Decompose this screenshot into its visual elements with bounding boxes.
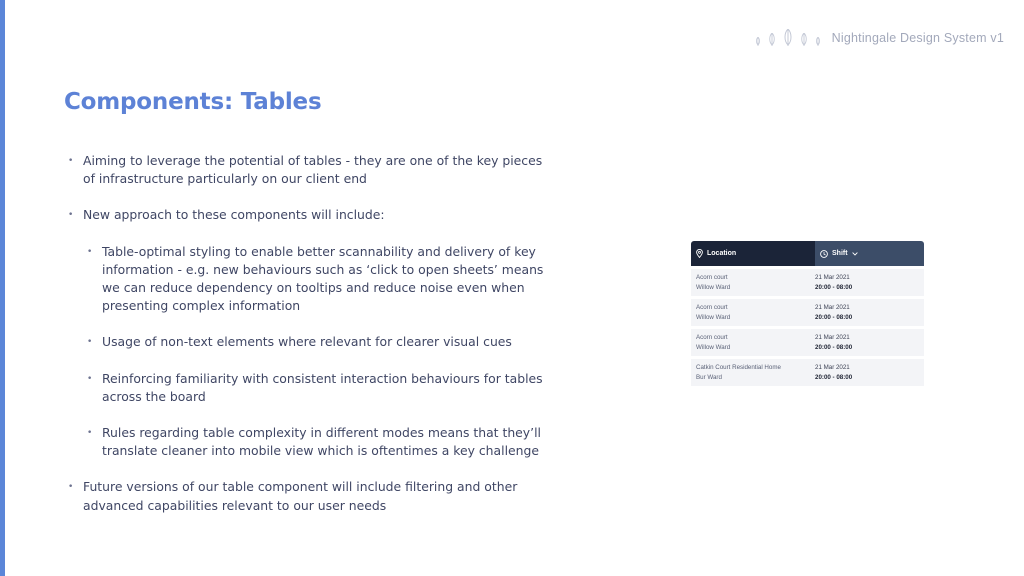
- table-row[interactable]: [691, 299, 924, 326]
- table-row[interactable]: [691, 359, 924, 386]
- bullet-list: [68, 152, 548, 515]
- shift-cell: [810, 269, 924, 296]
- bullet-item: • Aiming to leverage the potential of tables - they are one of the key pieces of infrastructure particularly on our client end: [68, 152, 548, 188]
- shift-cell: [810, 359, 924, 386]
- table-row[interactable]: [691, 269, 924, 296]
- bullet-item: • Future versions of our table component will include filtering and other advanced capabilities relevant to our user needs: [68, 478, 548, 514]
- clock-icon: [820, 250, 828, 258]
- ward-name: Willow Ward: [696, 343, 731, 351]
- ward-name: Bur Ward: [696, 373, 722, 381]
- shift-time: 20:00 - 08:00: [815, 343, 853, 351]
- brand-name: Nightingale Design System v1: [831, 30, 1004, 45]
- shift-date: 21 Mar 2021: [815, 273, 850, 281]
- shift-cell: [810, 299, 924, 326]
- ward-name: Willow Ward: [696, 283, 731, 291]
- feather-icon: [784, 29, 792, 46]
- column-header-shift[interactable]: [815, 241, 924, 266]
- table-header: [691, 241, 924, 266]
- feather-logo: [756, 29, 820, 46]
- shift-cell: [810, 329, 924, 356]
- shift-time: 20:00 - 08:00: [815, 313, 853, 321]
- brand-header: [756, 29, 1004, 46]
- sub-bullet-item: • Usage of non-text elements where relevant for clearer visual cues: [87, 333, 548, 351]
- column-header-label: Location: [707, 250, 737, 257]
- location-name: Acorn court: [696, 303, 728, 311]
- shift-date: 21 Mar 2021: [815, 303, 850, 311]
- location-cell: [691, 359, 810, 386]
- sub-bullet-item: • Rules regarding table complexity in different modes means that they’ll translate cleaner into mobile view which is oftentimes a key challenge: [87, 424, 548, 460]
- ward-name: Willow Ward: [696, 313, 731, 321]
- shift-date: 21 Mar 2021: [815, 363, 850, 371]
- sub-bullet-item: • Table-optimal styling to enable better scannability and delivery of key information - e.g. new behaviours such as ‘click to open sheets’ means we can reduce dependency on tooltips and reduce noise even when presenting complex information: [87, 243, 548, 316]
- location-name: Catkin Court Residential Home: [696, 363, 781, 371]
- feather-icon: [801, 33, 807, 46]
- bullet-item: • New approach to these components will include:: [68, 206, 548, 224]
- location-pin-icon: [696, 249, 703, 258]
- shift-time: 20:00 - 08:00: [815, 283, 853, 291]
- chevron-down-icon[interactable]: [852, 252, 858, 256]
- column-header-label: Shift: [832, 250, 848, 257]
- sub-bullet-item: • Reinforcing familiarity with consistent interaction behaviours for tables across the board: [87, 370, 548, 406]
- location-cell: [691, 329, 810, 356]
- location-name: Acorn court: [696, 273, 728, 281]
- table-row[interactable]: [691, 329, 924, 356]
- page-title: Components: Tables: [64, 89, 322, 115]
- location-cell: [691, 299, 810, 326]
- table-preview: [691, 241, 924, 386]
- feather-icon: [769, 33, 775, 46]
- accent-side-bar: [0, 0, 5, 576]
- column-header-location[interactable]: [691, 241, 815, 266]
- feather-icon: [756, 37, 760, 46]
- location-name: Acorn court: [696, 333, 728, 341]
- shift-date: 21 Mar 2021: [815, 333, 850, 341]
- feather-icon: [816, 37, 820, 46]
- location-cell: [691, 269, 810, 296]
- shift-time: 20:00 - 08:00: [815, 373, 853, 381]
